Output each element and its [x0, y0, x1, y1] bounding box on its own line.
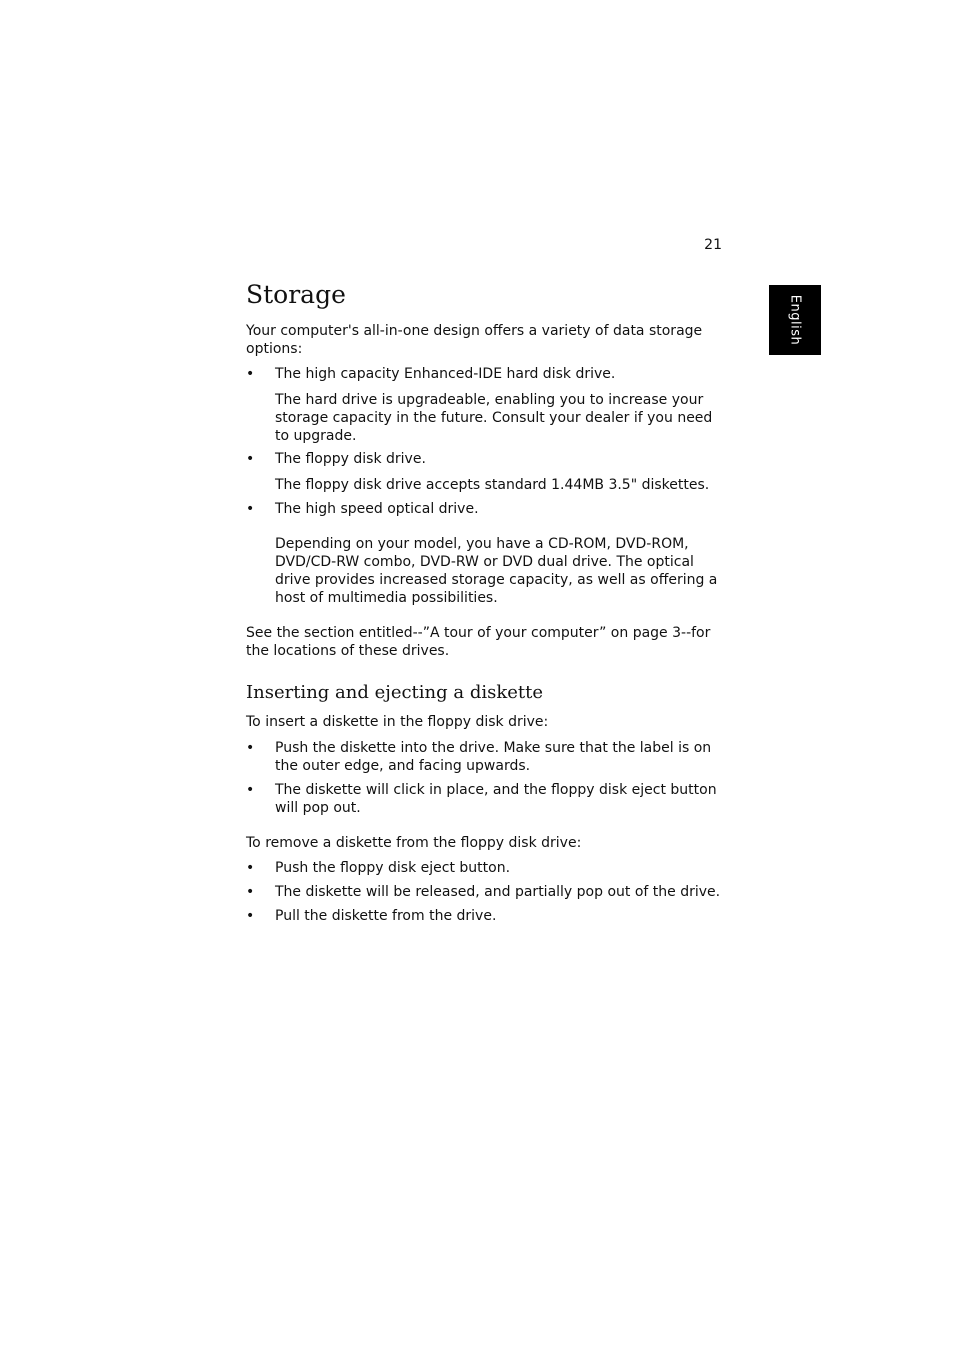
step-text: Pull the diskette from the drive. — [275, 908, 497, 924]
step-text: The diskette will click in place, and the floppy disk eject button will pop out. — [275, 782, 717, 816]
bullet: • — [246, 501, 255, 517]
list-item-label: The high capacity Enhanced-IDE hard disk drive. — [275, 366, 616, 382]
insert-intro: To insert a diskette in the floppy disk drive: — [246, 714, 549, 730]
bullet: • — [246, 740, 255, 756]
list-item-detail: Depending on your model, you have a CD-ROM, DVD-ROM, DVD/CD-RW combo, DVD-RW or DVD dual drive. The optical drive provides increased storage capacity, as well as offering a host of multimedia possibilities. — [275, 536, 718, 606]
subsection-heading: Inserting and ejecting a diskette — [246, 682, 544, 703]
bullet: • — [246, 860, 255, 876]
list-item-detail: The floppy disk drive accepts standard 1.44MB 3.5" diskettes. — [275, 477, 710, 493]
section-heading: Storage — [246, 280, 346, 309]
list-item-label: The floppy disk drive. — [275, 451, 426, 467]
list-item-detail: The hard drive is upgradeable, enabling you to increase your storage capacity in the future. Consult your dealer if you need to upgrade. — [275, 392, 713, 444]
remove-intro: To remove a diskette from the floppy disk drive: — [246, 835, 582, 851]
list-item-label: The high speed optical drive. — [275, 501, 479, 517]
step-text: Push the floppy disk eject button. — [275, 860, 511, 876]
language-side-tab-label: English — [787, 294, 803, 346]
bullet: • — [246, 782, 255, 798]
page-number: 21 — [704, 237, 722, 253]
bullet: • — [246, 451, 255, 467]
bullet: • — [246, 908, 255, 924]
bullet: • — [246, 884, 255, 900]
step-text: The diskette will be released, and partially pop out of the drive. — [275, 884, 721, 900]
see-section-paragraph: See the section entitled--”A tour of your computer” on page 3--for the locations of these drives. — [246, 625, 711, 659]
bullet: • — [246, 366, 255, 382]
step-text: Push the diskette into the drive. Make sure that the label is on the outer edge, and facing upwards. — [275, 740, 712, 774]
intro-paragraph: Your computer's all-in-one design offers a variety of data storage options: — [246, 323, 703, 357]
